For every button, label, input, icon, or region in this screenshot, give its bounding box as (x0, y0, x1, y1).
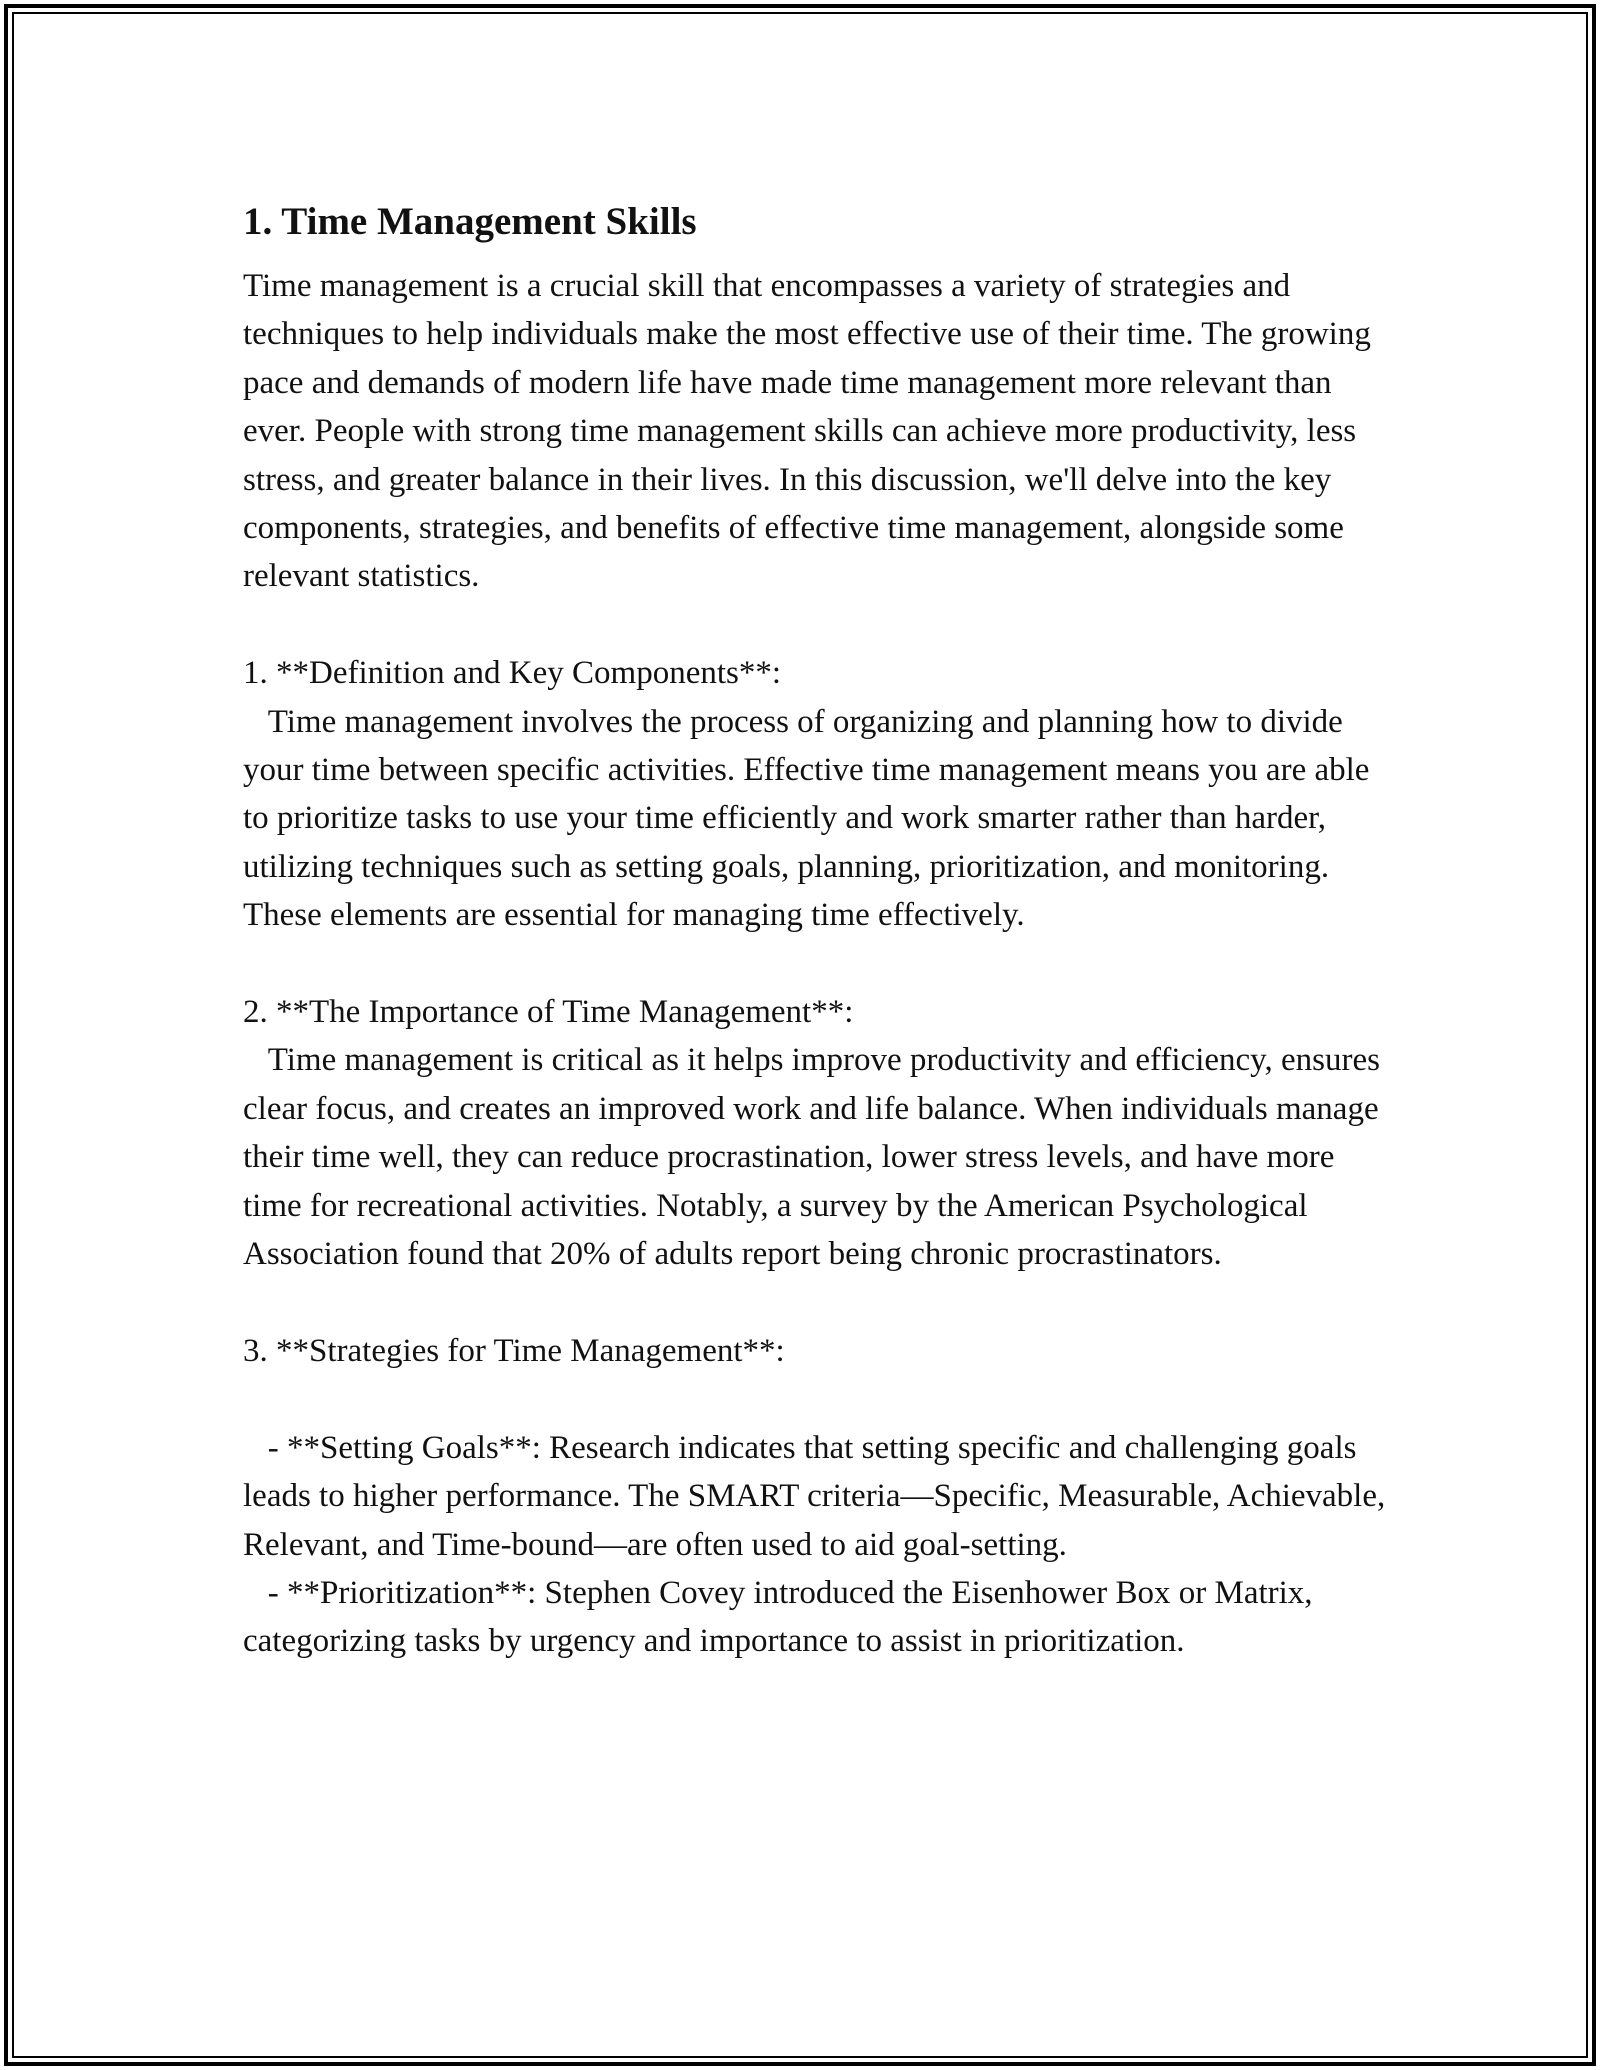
intro-paragraph: Time management is a crucial skill that encompasses a variety of strategies and techniques to help individuals make the most effective use of their time. The growing pace and demands of modern life have made time management more relevant than ever. People with strong time management skills can achieve more productivity, less stress, and greater balance in their lives. In this discussion, we'll delve into the key components, strategies, and benefits of effective time management, alongside some relevant statistics. (243, 268, 1380, 595)
section-heading-importance: 2. **The Importance of Time Management**: (243, 994, 854, 1031)
paragraph-gap (243, 940, 1393, 988)
document-content (243, 198, 1393, 1666)
section-heading-definition: 1. **Definition and Key Components**: (243, 655, 782, 692)
document-title: 1. Time Management Skills (243, 200, 697, 243)
section-body-importance: Time management is critical as it helps improve productivity and efficiency, ensures clear focus, and creates an improved work and life balance. When individuals manage their time well, they can reduce procrastination, lower stress levels, and have more time for recreational activities. Notably, a survey by the American Psychological Association found that 20% of adults report being chronic procrastinators. (243, 1042, 1389, 1273)
section-heading-strategies: 3. **Strategies for Time Management**: (243, 1332, 785, 1369)
paragraph-gap (243, 1375, 1393, 1423)
paragraph-gap (243, 601, 1393, 649)
list-item-prioritization: - **Prioritization**: Stephen Covey introduced the Eisenhower Box or Matrix, categorizing tasks by urgency and importance to assist in prioritization. (243, 1574, 1321, 1660)
page-border (4, 4, 1596, 2066)
list-item-setting-goals: - **Setting Goals**: Research indicates that setting specific and challenging goals leads to higher performance. The SMART criteria—Specific, Measurable, Achievable, Relevant, and Time-bound—are often used to aid goal-setting. (243, 1429, 1394, 1563)
section-body-definition: Time management involves the process of organizing and planning how to divide your time between specific activities. Effective time management means you are able to prioritize tasks to use your time efficiently and work smarter rather than harder, utilizing techniques such as setting goals, planning, prioritization, and monitoring. These elements are essential for managing time effectively. (243, 703, 1378, 934)
paragraph-gap (243, 1279, 1393, 1327)
